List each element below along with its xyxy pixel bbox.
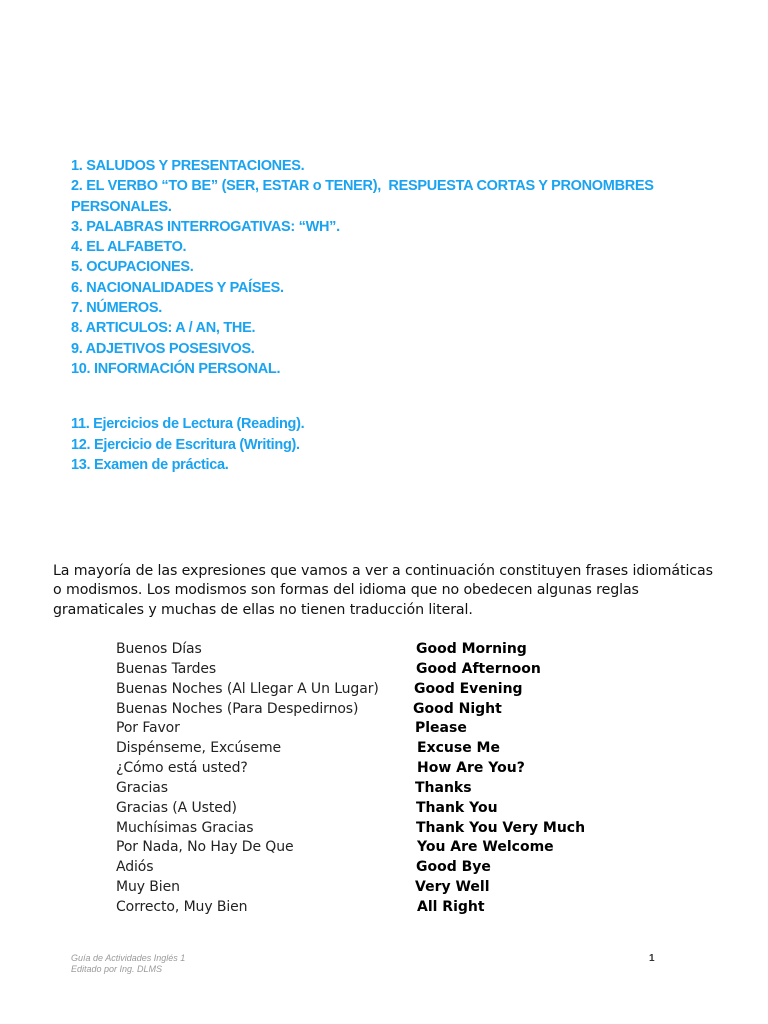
phrase-english: Good Bye [416, 859, 491, 876]
toc-item: 2. EL VERBO “TO BE” (SER, ESTAR o TENER), RESPUESTA CORTAS Y PRONOMBRES PERSONALES. [71, 178, 658, 215]
table-of-contents-extra [71, 414, 711, 476]
phrase-english: You Are Welcome [417, 839, 554, 856]
phrase-row [116, 858, 676, 878]
phrase-row [116, 739, 676, 759]
toc-item: 4. EL ALFABETO. [71, 239, 187, 256]
phrase-english: Good Afternoon [416, 660, 541, 677]
phrase-spanish: Buenas Noches (Para Despedirnos) [116, 700, 359, 717]
phrase-row [116, 640, 676, 660]
phrase-row [116, 898, 676, 918]
phrase-spanish: Por Nada, No Hay De Que [116, 839, 294, 856]
toc-item: 1. SALUDOS Y PRESENTACIONES. [71, 158, 305, 174]
page-number: 1 [649, 953, 655, 964]
phrase-row [116, 799, 676, 819]
phrase-spanish: Dispénseme, Excúseme [116, 740, 282, 757]
phrase-spanish: Muy Bien [116, 879, 180, 896]
phrase-spanish: Por Favor [116, 720, 180, 737]
phrase-row [116, 660, 676, 680]
toc-item: 6. NACIONALIDADES Y PAÍSES. [71, 279, 284, 296]
toc-item: 9. ADJETIVOS POSESIVOS. [71, 340, 255, 357]
page-footer [71, 953, 185, 975]
phrase-spanish: Buenas Noches (Al Llegar A Un Lugar) [116, 680, 379, 697]
phrase-english: Good Night [413, 700, 502, 717]
phrase-spanish: Gracias [116, 779, 168, 796]
footer-guide-title: Guía de Actividades Inglés 1 [71, 953, 186, 963]
phrase-row [116, 878, 676, 898]
phrase-english: How Are You? [417, 760, 525, 777]
phrase-english: Good Evening [414, 680, 523, 697]
phrase-english: Please [415, 720, 467, 737]
phrase-english: Good Morning [416, 641, 527, 657]
phrase-english: Thank You [416, 799, 498, 816]
footer-editor: Editado por Ing. DLMS [71, 964, 163, 974]
phrase-spanish: Buenos Días [116, 641, 202, 657]
phrase-row [116, 838, 676, 858]
phrase-english: Excuse Me [417, 740, 500, 757]
phrase-english: Thank You Very Much [416, 819, 586, 836]
phrase-english: Thanks [415, 779, 472, 796]
phrase-row [116, 719, 676, 739]
phrase-english: Very Well [415, 879, 490, 896]
phrase-row [116, 819, 676, 839]
phrase-spanish: Buenas Tardes [116, 660, 217, 677]
toc-item: 7. NÚMEROS. [71, 300, 162, 317]
toc-item: 8. ARTICULOS: A / AN, THE. [71, 320, 256, 337]
table-of-contents [71, 156, 711, 379]
toc-item: 13. Examen de práctica. [71, 457, 229, 474]
toc-item: 12. Ejercicio de Escritura (Writing). [71, 436, 300, 453]
phrase-row [116, 759, 676, 779]
phrase-list [116, 640, 676, 918]
intro-paragraph: La mayoría de las expresiones que vamos a ver a continuación constituyen frases idiomáticas o modismos. Los modismos son formas del idioma que no obedecen algunas reglas gramaticales y muchas de ellas no tienen traducción literal. [53, 563, 713, 618]
phrase-spanish: ¿Cómo está usted? [116, 760, 248, 777]
phrase-english: All Right [417, 898, 485, 915]
phrase-row [116, 779, 676, 799]
toc-item: 3. PALABRAS INTERROGATIVAS: “WH”. [71, 218, 340, 235]
phrase-row [116, 680, 676, 700]
phrase-spanish: Adiós [116, 859, 154, 876]
phrase-row [116, 700, 676, 720]
toc-item: 10. INFORMACIÓN PERSONAL. [71, 360, 281, 377]
toc-item: 11. Ejercicios de Lectura (Reading). [71, 416, 305, 432]
phrase-spanish: Gracias (A Usted) [116, 799, 237, 816]
phrase-spanish: Muchísimas Gracias [116, 819, 254, 836]
phrase-spanish: Correcto, Muy Bien [116, 898, 248, 915]
toc-item: 5. OCUPACIONES. [71, 259, 194, 276]
